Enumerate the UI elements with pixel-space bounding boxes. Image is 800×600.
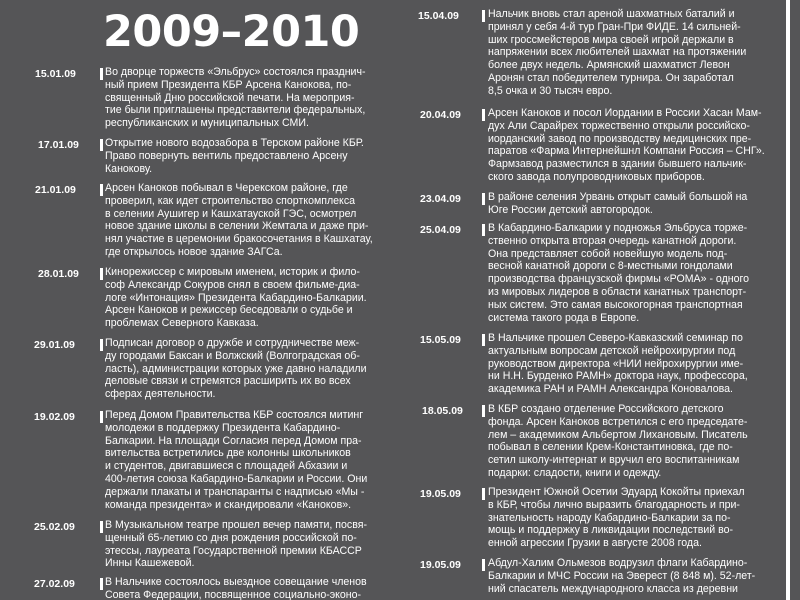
- timeline-entry: [30, 66, 388, 134]
- entry-date: 29.01.09: [34, 339, 75, 351]
- entry-date: 15.04.09: [418, 10, 459, 22]
- entry-marker: [100, 68, 103, 80]
- entry-text: В Нальчике состоялось выездное совещание членов Совета Федерации, посвященное социально-эконо-: [105, 576, 367, 600]
- entry-marker: [100, 578, 103, 590]
- entry-text: Подписан договор о дружбе и сотрудничестве меж- ду городами Баксан и Волжский (Волгоградская об- ласть), администрации которых уже давно наладили деловые связи и стремятся расширить их во всех сферах деятельности.: [105, 337, 367, 401]
- entry-date: 20.04.09: [420, 109, 461, 121]
- entry-date: 15.05.09: [420, 334, 461, 346]
- entry-date: 25.04.09: [420, 224, 461, 236]
- entry-text: Во дворце торжеств «Эльбрус» состоялся празднич- ный прием Президента КБР Арсена Канокова, по- священный Дню российской печати. На мероприя- тие были приглашены представители федеральных, республиканских и муниципальных СМИ.: [105, 66, 366, 130]
- entry-marker: [482, 488, 485, 500]
- entry-marker: [100, 339, 103, 351]
- entry-text: В КБР создано отделение Российского детского фонда. Арсен Каноков встретился с его председате- лем – академиком Альбертом Лихановым. Писатель побывал в селении Крем-Константиновка, где по- сетил школу-интернат и вручил его воспитанникам подарки: сладости, книги и одежду.: [488, 403, 748, 479]
- entry-marker: [100, 268, 103, 280]
- entry-marker: [100, 139, 103, 151]
- timeline-entry: [30, 409, 388, 517]
- timeline-entry: [418, 403, 770, 483]
- timeline-entry: [418, 486, 770, 554]
- entry-marker: [482, 109, 485, 121]
- timeline-entry: [418, 191, 770, 219]
- entry-text: Арсен Каноков побывал в Черекском районе, где проверил, как идет строительство спорткомплекса в селении Аушигер и Кашхатауской ГЭС, осмотрел новое здание школы в селении Жемтала и даже при- нял участие в церемонии бракосочетания в Кашхатау, где открылось новое здание ЗАГСа.: [105, 182, 373, 258]
- entry-marker: [482, 193, 485, 205]
- entry-date: 25.02.09: [34, 521, 75, 533]
- timeline-entry: [30, 519, 388, 574]
- timeline-entry: [418, 332, 770, 400]
- entry-text: Президент Южной Осетии Эдуард Кокойты приехал в КБР, чтобы лично выразить благодарность и при- знательность народу Кабардино-Балкарии за по- мощь и поддержку в ликвидации последствий во- енной агрессии Грузии в августе 2008 года.: [488, 486, 745, 550]
- timeline-entry: [418, 557, 770, 600]
- entry-marker: [482, 559, 485, 571]
- timeline-entry: [418, 8, 770, 102]
- entry-marker: [482, 224, 485, 236]
- entry-text: В Нальчике прошел Северо-Кавказский семинар по актуальным вопросам детской нейрохирургии под руководством директора «НИИ нейрохирургии име- ни Н.Н. Бурденко РАМН» доктора наук, профессора, академика РАН и РАМН Александра Коновалова.: [488, 332, 748, 396]
- timeline-entry: [418, 222, 770, 330]
- entry-date: 23.04.09: [420, 193, 461, 205]
- timeline-entry: [30, 337, 388, 405]
- entry-text: В Музыкальном театре прошел вечер памяти, посвя- щенный 65-летию со дня рождения российской по- этессы, лауреата Государственной премии КБАССР Инны Кашежевой.: [105, 519, 367, 570]
- entry-date: 27.02.09: [34, 578, 75, 590]
- entry-text: Открытие нового водозабора в Терском районе КБР. Право повернуть вентиль предоставлено Арсену Канокову.: [105, 137, 364, 175]
- page-title: 2009–2010: [103, 7, 360, 57]
- entry-date: 21.01.09: [35, 184, 76, 196]
- entry-marker: [100, 184, 103, 196]
- entry-text: Перед Домом Правительства КБР состоялся митинг молодежи в поддержку Президента Кабардино- Балкарии. На площади Согласия перед Домом пра- вительства встретились две колонны школьников и студентов, двигавшиеся с площадей Абхазии и 400-летия союза Кабардино-Балкарии и России. Они держали плакаты и транспаранты с надписью «Мы - команда президента» и скандировали «Каноков».: [105, 409, 368, 511]
- entry-text: В Кабардино-Балкарии у подножья Эльбруса торже- ственно открыта вторая очередь канатной дороги. Она представляет собой новейшую модель под- весной канатной дороги с 8-местными гондолами производства французской фирмы «РОМА» - одного из мировых лидеров в области канатных транспорт- ных систем. Это самая высокогорная транспортная система такого рода в Европе.: [488, 222, 750, 324]
- entry-date: 19.02.09: [34, 411, 75, 423]
- entry-text: Арсен Каноков и посол Иордании в России Хасан Мам- дух Али Сарайрех торжественно открыли российско- иорданский завод по производству медицинских пре- паратов «Фарма Интернейшнл Компани Россия – СНГ». Фармзавод разместился в здании бывшего нальчик- ского завода полупроводниковых приборов.: [488, 107, 765, 183]
- entry-marker: [482, 334, 485, 346]
- timeline-entry: [30, 182, 388, 264]
- entry-date: 18.05.09: [422, 405, 463, 417]
- entry-text: В районе селения Урвань открыт самый большой на Юге России детский автогородок.: [488, 191, 748, 216]
- entry-marker: [482, 10, 485, 22]
- entry-text: Нальчик вновь стал ареной шахматных баталий и принял у себя 4-й тур Гран-При ФИДЕ. 14 сильней- ших гроссмейстеров мира своей игрой держали в напряжении всех любителей шахмат на протяжении более двух недель. Армянский шахматист Левон Аронян стал победителем турнира. Он заработал 8,5 очка и 30 тысяч евро.: [488, 8, 747, 97]
- timeline-entry: [30, 137, 388, 178]
- entry-date: 19.05.09: [420, 488, 461, 500]
- entry-date: 17.01.09: [38, 139, 79, 151]
- entry-marker: [100, 521, 103, 533]
- entry-text: Абдул-Халим Ольмезов водрузил флаги Кабардино- Балкарии и МЧС России на Эверест (8 848 м). 52-лет- ний спасатель международного класса из деревни: [488, 557, 756, 595]
- entry-date: 15.01.09: [35, 68, 76, 80]
- entry-text: Кинорежиссер с мировым именем, историк и фило- соф Александр Сокуров снял в своем фильме-диа- логе «Интонация» Президента Кабардино-Балкарии. Арсен Каноков и режиссер беседовали о судьбе и проблемах Северного Кавказа.: [105, 266, 367, 330]
- entry-date: 28.01.09: [38, 268, 79, 280]
- timeline-entry: [418, 107, 770, 187]
- page-edge-rule: [786, 0, 790, 600]
- entry-marker: [100, 411, 103, 423]
- timeline-entry: [30, 266, 388, 334]
- entry-marker: [482, 405, 485, 417]
- entry-date: 19.05.09: [420, 559, 461, 571]
- timeline-entry: [30, 576, 388, 600]
